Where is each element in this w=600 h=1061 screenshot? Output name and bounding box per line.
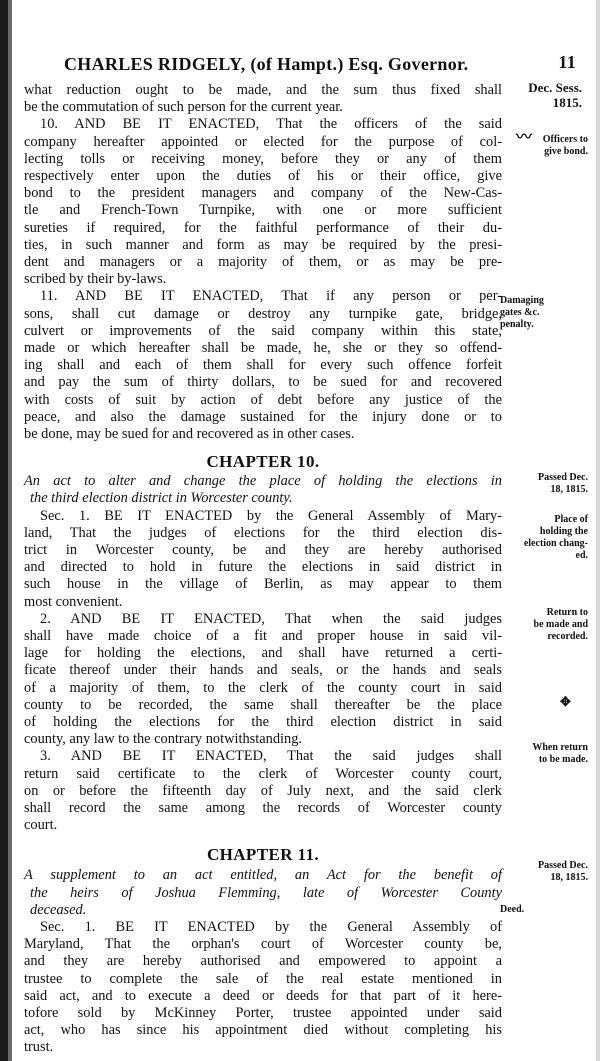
page-number: 11 [558, 52, 576, 72]
body-text-line: made or which hereafter shall be made, he, she or they so offend- [24, 340, 502, 356]
margin-note-line: holding the [539, 526, 588, 537]
chapter-11-title-line: deceased. [30, 901, 87, 918]
flourish-ornament: 〰 [516, 129, 533, 146]
chapter-10-text-line: county, any law to the contrary notwithstanding. [24, 731, 303, 748]
page-right-edge [596, 0, 600, 1061]
chapter-11-title-line: the heirs of Joshua Flemming, late of Worcester County [30, 884, 502, 901]
margin-note-line: Officers to [542, 134, 588, 145]
body-text-line: lecting tolls or receiving money, before they or any of them [24, 150, 502, 167]
chapter-11-text-line: and they are hereby authorised and empowered to appoint a [24, 953, 502, 970]
margin-note-line: When return [532, 742, 588, 753]
running-header [32, 50, 584, 80]
chapter-10-title-line: An act to alter and change the place of holding the elections in [24, 473, 502, 490]
body-text-line: dent and managers or a majority of them, or as may be pre- [24, 254, 502, 270]
chapter-11-heading: CHAPTER 11. [206, 845, 320, 865]
margin-note-line: Place of [554, 514, 588, 525]
body-text-line: ing shall and each of them shall for every such offence forfeit [24, 357, 502, 374]
margin-note-returned [500, 607, 588, 643]
chapter-10-text-line: return said certificate to the clerk of Worcester county court, [24, 765, 502, 782]
margin-note-line: 18, 1815. [550, 484, 588, 495]
margin-note-line: penalty. [500, 319, 534, 330]
margin-note-damaging [500, 295, 588, 331]
chapter-10-text-line: and directed to hold in future the elections in said district in [24, 559, 502, 576]
chapter-11-title-line: A supplement to an act entitled, an Act for the benefit of [24, 867, 502, 884]
page-binding-edge [0, 0, 8, 1061]
margin-note-line: gates &c. [500, 307, 540, 318]
chapter-10-text-line: such house in the village of Berlin, as may appear to them [24, 576, 502, 593]
body-text-line: what reduction ought to be made, and the sum thus fixed shall [24, 82, 502, 98]
chapter-10-text-line: trict in Worcester county, be and they are hereby authorised [24, 542, 502, 558]
margin-note-session [494, 80, 582, 110]
chapter-10-text-line: lage for holding the elections, and shall have returned a certi- [24, 645, 502, 662]
chapter-10-heading: CHAPTER 10. [206, 452, 320, 472]
margin-note-line: Passed Dec. [538, 860, 588, 871]
margin-note-line: Return to [546, 607, 588, 618]
chapter-11-text-line: trustee to complete the sale of the real estate mentioned in [24, 970, 502, 987]
chapter-10-text-line: shall have made choice of a fit and proper house in said vil- [24, 628, 502, 644]
body-text-line: sureties if required, for the faithful performance of their du- [24, 219, 502, 236]
chapter-11-text-line: Maryland, That the orphan's court of Worcester county be, [24, 936, 502, 953]
chapter-10-text-line: of holding the elections for the third election district in said [24, 714, 502, 730]
body-text-line: be the commutation of such person for the current year. [24, 99, 343, 116]
margin-note-line: Damaging [500, 295, 544, 306]
margin-note-passed10 [500, 472, 588, 496]
margin-note-line: ed. [575, 550, 588, 561]
chapter-10-title-line: the third election district in Worcester county. [30, 490, 293, 507]
chapter-10-text-line: court. [24, 817, 58, 834]
chapter-10-text-line: Sec. 1. BE IT ENACTED by the General Assembly of Mary- [40, 507, 502, 524]
body-text-line: 10. AND BE IT ENACTED, That the officers of the said [40, 116, 502, 133]
body-text-line: with costs of suit by action of debt before any justice of the [24, 391, 502, 408]
margin-note-line: 1815. [552, 95, 582, 110]
body-text-line: peace, and also the damage sustained for the injury done or to [24, 408, 502, 425]
margin-note-line: be made and [533, 619, 588, 630]
margin-note-passed11 [500, 860, 588, 884]
chapter-10-text-line: land, That the judges of elections for the third election dis- [24, 524, 502, 541]
margin-note-place [500, 514, 588, 562]
body-text-line: tle and French-Town Turnpike, with one or more sufficient [24, 202, 502, 219]
body-text-line: be done, may be sued for and recovered as in other cases. [24, 426, 355, 442]
header-title: CHARLES RIDGELY, (of Hampt.) Esq. Governor. [64, 54, 469, 74]
pointer-mark: ✥ [560, 694, 571, 709]
body-text-line: company hereafter appointed or elected for the purpose of col- [24, 133, 502, 150]
margin-note-line: recorded. [547, 631, 588, 642]
chapter-11-text-line: tofore sold by McKinney Porter, trustee appointed under said [24, 1005, 502, 1021]
chapter-11-text-line: trust. [24, 1039, 54, 1056]
body-text-line: respectively enter upon the duties of his or their office, give [24, 168, 502, 184]
margin-note-line: Dec. Sess. [528, 80, 582, 95]
body-text-line: 11. AND BE IT ENACTED, That if any person or per- [40, 288, 502, 305]
body-text-line: ties, in such manner and form as may be required by the presi- [24, 236, 502, 253]
margin-note-line: Passed Dec. [538, 472, 588, 483]
chapter-10-text-line: county to be recorded, the same shall thereafter be the place [24, 696, 502, 713]
page-binding-shadow [8, 0, 12, 1061]
margin-note-officers [500, 134, 588, 158]
chapter-10-text-line: most convenient. [24, 593, 123, 610]
chapter-10-text-line: of a majority of them, to the clerk of the county court in said [24, 679, 502, 696]
margin-note-line: to be made. [538, 754, 588, 765]
margin-note-when [500, 742, 588, 766]
chapter-10-text-line: on or before the fifteenth day of July next, and the said clerk [24, 782, 502, 799]
chapter-10-text-line: shall record the same among the records of Worcester county [24, 800, 502, 816]
margin-note-line: give bond. [544, 146, 588, 157]
chapter-10-text-line: ficate thereof under their hands and seals, or the hands and seals [24, 662, 502, 679]
body-text-line: and pay the sum of thirty dollars, to be sued for and recovered [24, 374, 502, 391]
chapter-11-text-line: said act, and to execute a deed or deeds for that part of it here- [24, 987, 502, 1004]
chapter-10-text-line: 3. AND BE IT ENACTED, That the said judges shall [40, 748, 502, 765]
body-text-line: sons, shall cut damage or destroy any turnpike gate, bridge, [24, 305, 502, 322]
body-text-line: scribed by their by-laws. [24, 271, 167, 288]
margin-note-line: Deed. [500, 904, 525, 915]
body-text-line: bond to the president managers and company of the New-Cas- [24, 185, 502, 202]
margin-note-deed [500, 904, 588, 916]
margin-note-line: 18, 1815. [550, 872, 588, 883]
chapter-11-text-line: act, who has since his appointment died without completing his [24, 1022, 502, 1039]
chapter-11-text-line: Sec. 1. BE IT ENACTED by the General Assembly of [40, 919, 502, 935]
margin-note-line: election chang- [523, 538, 588, 549]
chapter-10-text-line: 2. AND BE IT ENACTED, That when the said judges [40, 610, 502, 627]
body-text-line: culvert or improvements of the said company within this state, [24, 322, 502, 339]
